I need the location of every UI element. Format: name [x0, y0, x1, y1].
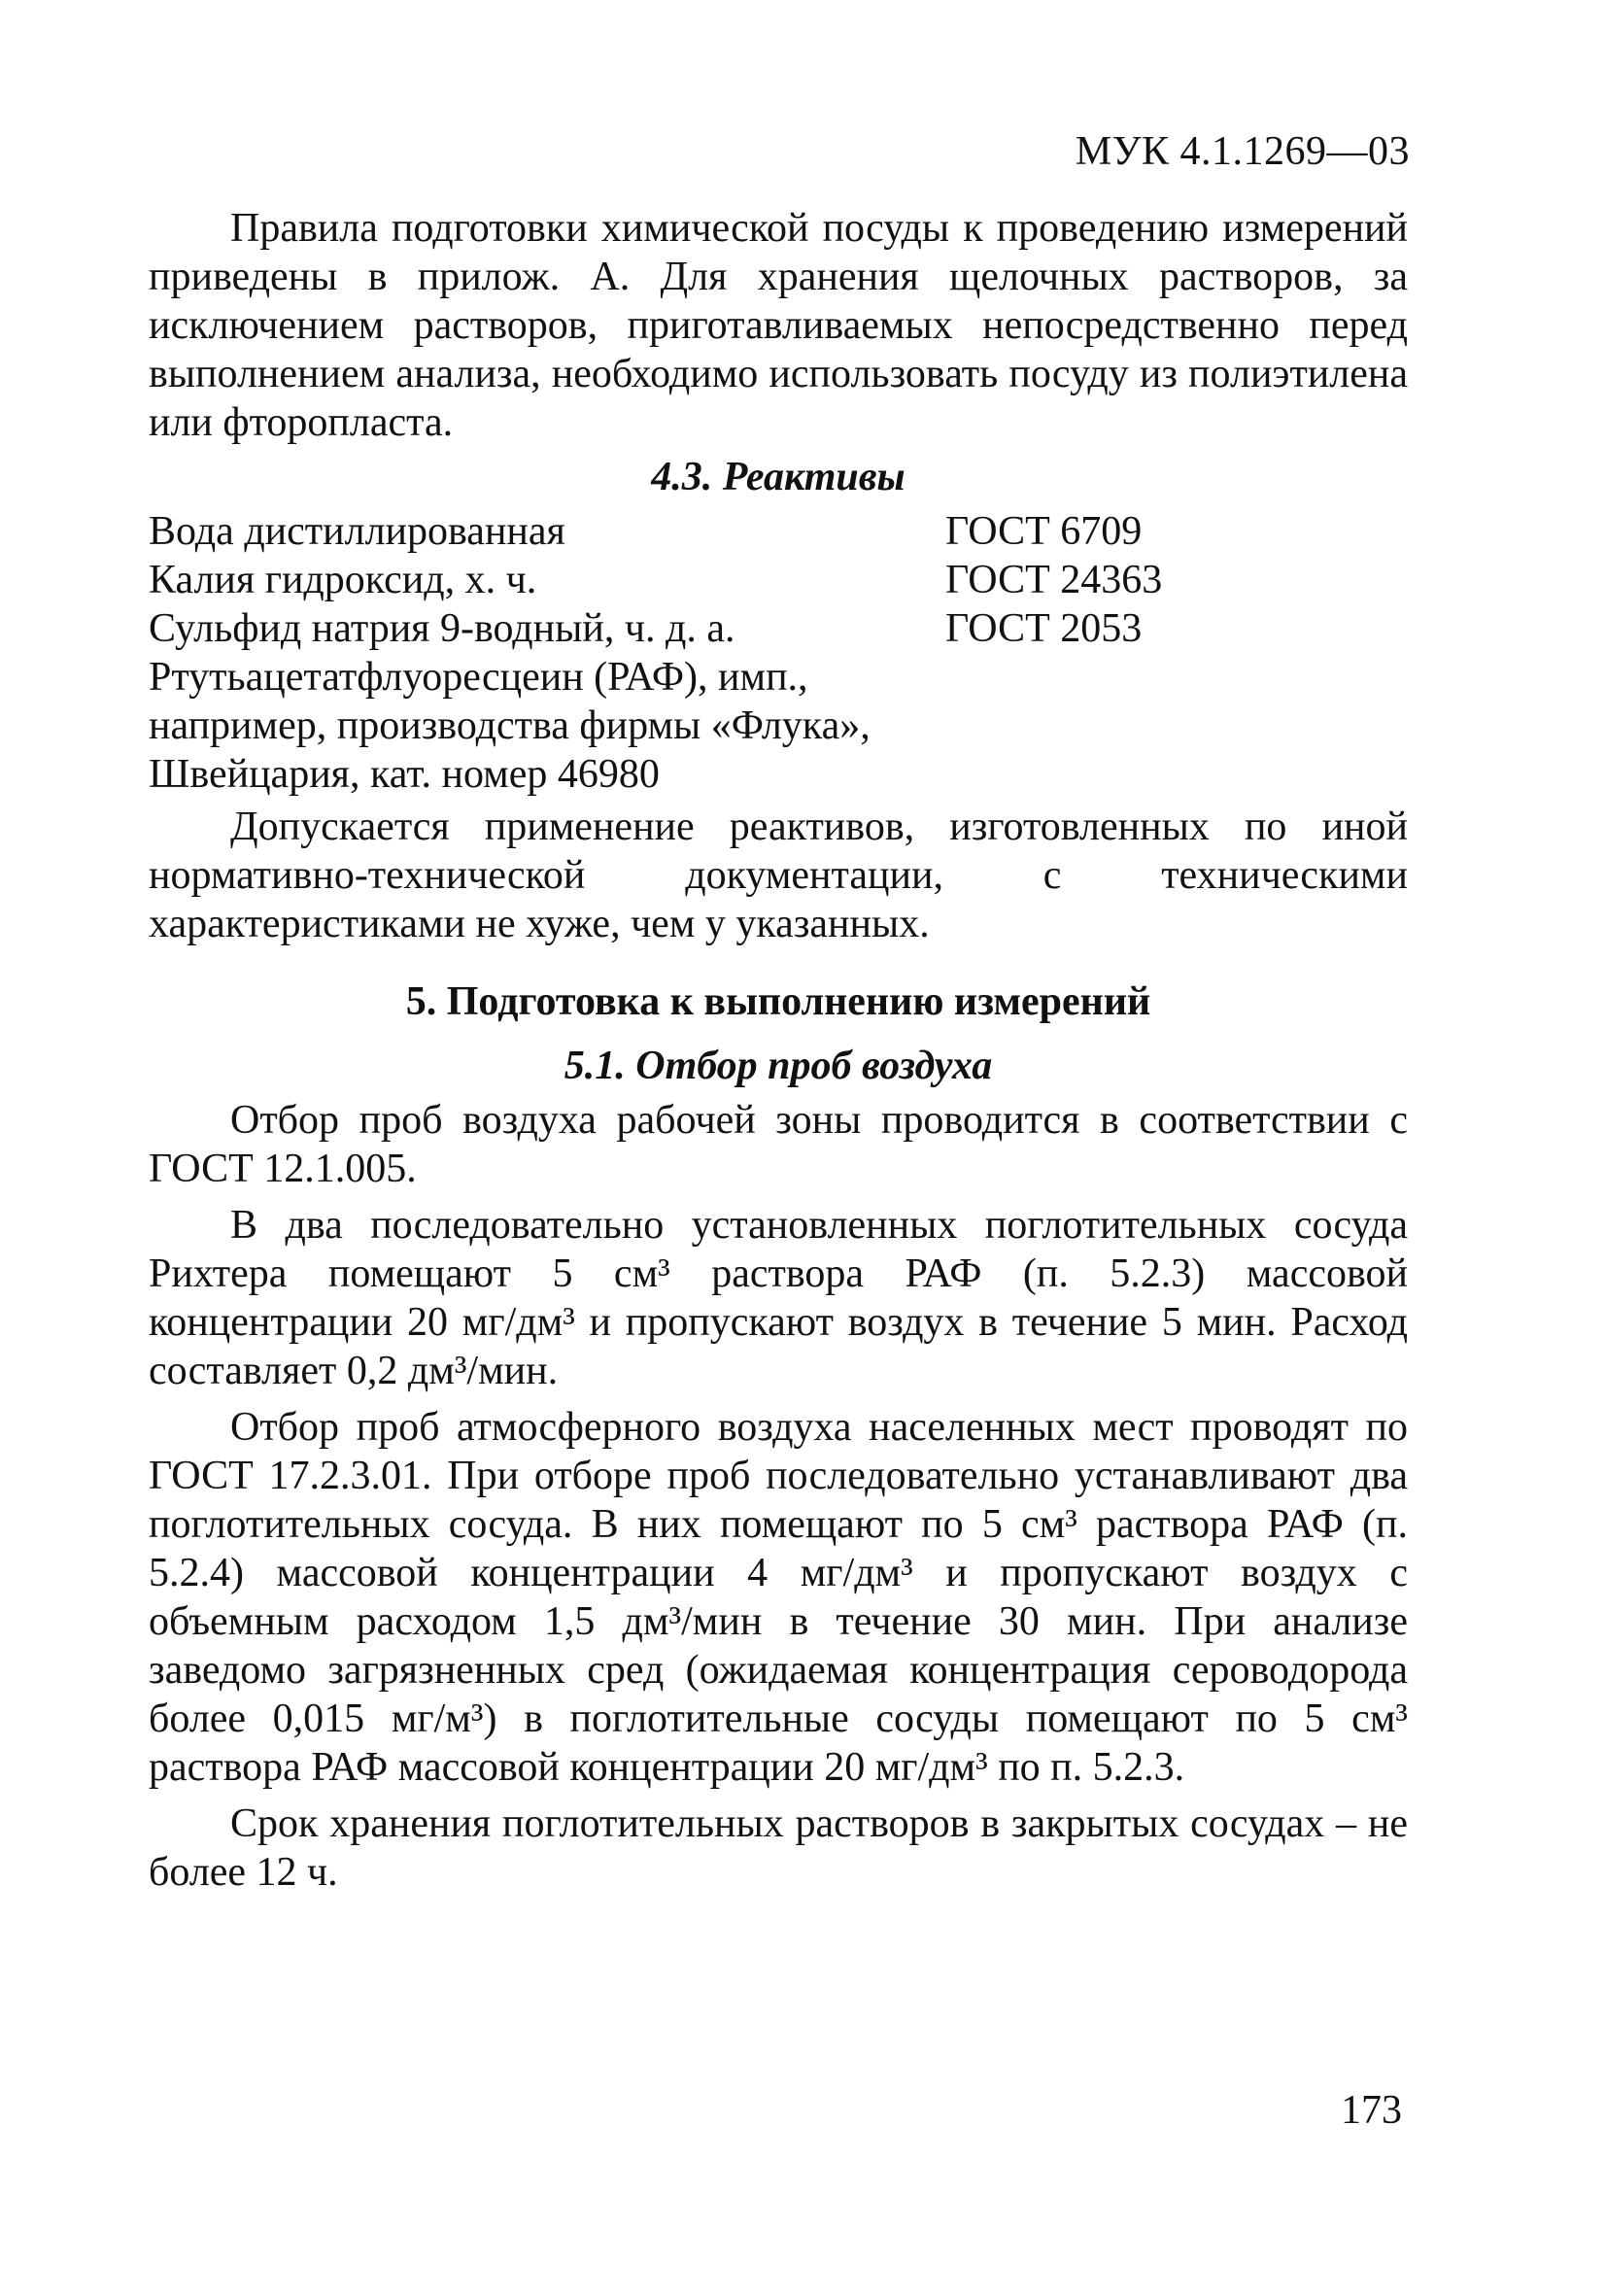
paragraph-atmospheric-sampling: Отбор проб атмосферного воздуха населенных мест проводят по ГОСТ 17.2.3.01. При отборе проб последовательно устанавливают два поглотительных сосуда. В них помещают по 5 см³ раствора РАФ (п. 5.2.4) массовой концентрации 4 мг/дм³ и пропускают воздух с объемным расходом 1,5 дм³/мин в течение 30 мин. При анализе заведомо загрязненных сред (ожидаемая концентрация сероводорода более 0,015 мг/м³) в поглотительные сосуды помещают по 5 см³ раствора РАФ массовой концентрации 20 мг/дм³ по п. 5.2.3. [149, 1405, 1408, 1790]
section-5-1-title: 5.1. Отбор проб воздуха [564, 1044, 993, 1088]
section-4-3-title: 4.3. Реактивы [651, 455, 906, 499]
reagent-name: Ртутьацетатфлуоресцеин (РАФ), имп., [149, 655, 808, 700]
reagent-row [149, 750, 1408, 799]
page-number: 173 [1341, 2088, 1402, 2133]
reagents-table [149, 507, 1408, 799]
reagent-standard: ГОСТ 6709 [945, 509, 1143, 554]
reagent-standard: ГОСТ 24363 [945, 558, 1163, 602]
reagent-row [149, 507, 1408, 556]
reagent-name: например, производства фирмы «Флука», [149, 703, 871, 748]
reagent-name: Вода дистиллированная [149, 509, 565, 554]
reagents-note: Допускается применение реактивов, изготовленных по иной нормативно-технической документации, с техническими характеристиками не хуже, чем у указанных. [149, 805, 1408, 946]
reagent-standard: ГОСТ 2053 [945, 606, 1143, 651]
reagent-standard [945, 653, 1408, 702]
paragraph-workzone-sampling: Отбор проб воздуха рабочей зоны проводится в соответствии с ГОСТ 12.1.005. [149, 1098, 1408, 1191]
section-5-title: 5. Подготовка к выполнению измерений [405, 979, 1151, 1024]
intro-paragraph: Правила подготовки химической посуды к проведению измерений приведены в прилож. А. Для хранения щелочных растворов, за исключением растворов, приготавливаемых непосредственно перед выполнением анализа, необходимо использовать посуду из полиэтилена или фторопласта. [149, 206, 1408, 445]
reagent-name: Швейцария, кат. номер 46980 [149, 752, 660, 797]
reagent-name: Калия гидроксид, х. ч. [149, 558, 537, 602]
page-body [149, 204, 1408, 1897]
reagent-row [149, 604, 1408, 653]
paragraph-storage-time: Срок хранения поглотительных растворов в закрытых сосудах – не более 12 ч. [149, 1801, 1408, 1895]
reagent-standard [945, 750, 1408, 799]
reagent-standard [945, 702, 1408, 750]
reagent-row [149, 653, 1408, 702]
reagent-row [149, 702, 1408, 750]
paragraph-richter-vessels: В два последовательно установленных поглотительных сосуда Рихтера помещают 5 см³ раствора РАФ (п. 5.2.3) массовой концентрации 20 мг/дм³ и пропускают воздух в течение 5 мин. Расход составляет 0,2 дм³/мин. [149, 1203, 1408, 1393]
reagent-row [149, 556, 1408, 604]
running-header: МУК 4.1.1269—03 [1075, 129, 1410, 174]
reagent-name: Сульфид натрия 9-водный, ч. д. а. [149, 606, 735, 651]
